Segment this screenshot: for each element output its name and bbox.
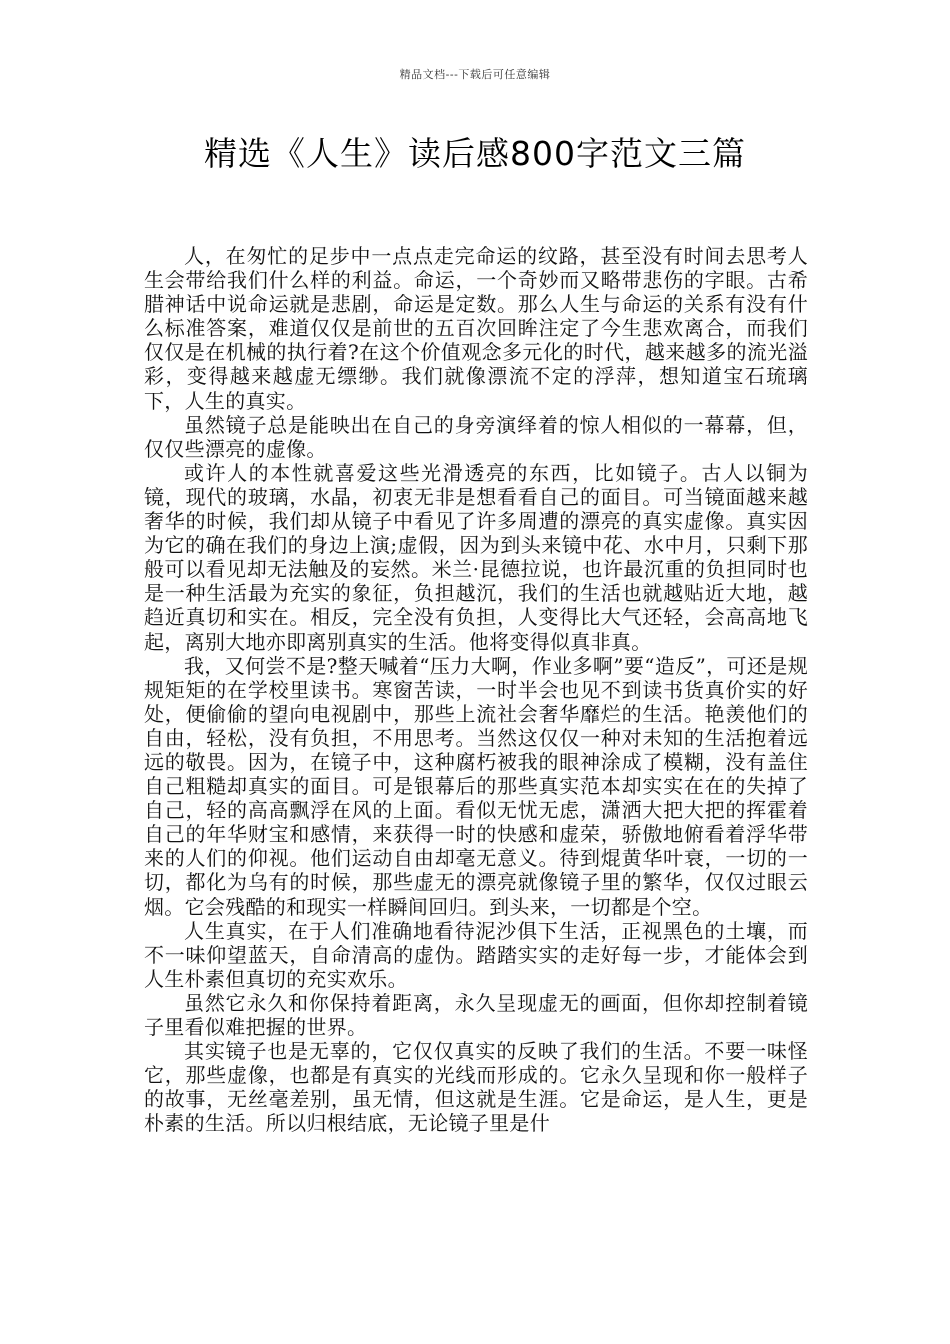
paragraph: 其实镜子也是无辜的，它仅仅真实的反映了我们的生活。不要一味怪它，那些虚像，也都是有真实的光线而形成的。它永久呈现和你一般样子的故事，无丝毫差别，虽无情，但这就是生涯。它是命运，是人生，更是朴素的生活。所以归根结底，无论镜子里是什 (144, 1039, 808, 1136)
paragraph: 我，又何尝不是?整天喊着“压力大啊，作业多啊”要“造反”，可还是规规矩矩的在学校里读书。寒窗苦读，一时半会也见不到读书货真价实的好处，便偷偷的望向电视剧中，那些上流社会奢华靡烂的生活。艳羡他们的自由，轻松，没有负担，不用思考。当然这仅仅一种对未知的生活抱着远远的敬畏。因为，在镜子中，这种腐朽被我的眼神涂成了模糊，没有盖住自己粗糙却真实的面目。可是银幕后的那些真实范本却实实在在的失掉了自己，轻的高高飘浮在风的上面。看似无忧无虑，潇洒大把大把的挥霍着自己的年华财宝和感情，来获得一时的快感和虚荣，骄傲地俯看着浮华带来的人们的仰视。他们运动自由却毫无意义。待到焜黄华叶衰，一切的一切，都化为乌有的时候，那些虚无的漂亮就像镜子里的繁华，仅仅过眼云烟。它会残酷的和现实一样瞬间回归。到头来，一切都是个空。 (144, 653, 808, 919)
paragraph: 人，在匆忙的足步中一点点走完命运的纹路，甚至没有时间去思考人生会带给我们什么样的利益。命运，一个奇妙而又略带悲伤的字眼。古希腊神话中说命运就是悲剧，命运是定数。那么人生与命运的关系有没有什么标准答案，难道仅仅是前世的五百次回眸注定了今生悲欢离合，而我们仅仅是在机械的执行着?在这个价值观念多元化的时代，越来越多的流光溢彩，变得越来越虚无缥缈。我们就像漂流不定的浮萍，想知道宝石琉璃下，人生的真实。 (144, 244, 808, 413)
header-note: 精品文档---下载后可任意编辑 (399, 68, 551, 81)
page-title: 精选《人生》读后感800字范文三篇 (204, 134, 746, 173)
paragraph: 或许人的本性就喜爱这些光滑透亮的东西，比如镜子。古人以铜为镜，现代的玻璃，水晶，初衷无非是想看看自己的面目。可当镜面越来越奢华的时候，我们却从镜子中看见了许多周遭的漂亮的真实虚像。真实因为它的确在我们的身边上演;虚假，因为到头来镜中花、水中月，只剩下那般可以看见却无法触及的妄然。米兰·昆德拉说，也许最沉重的负担同时也是一种生活最为充实的象征，负担越沉，我们的生活也就越贴近大地，越趋近真切和实在。相反，完全没有负担，人变得比大气还轻，会高高地飞起，离别大地亦即离别真实的生活。他将变得似真非真。 (144, 460, 808, 654)
paragraph: 人生真实，在于人们准确地看待泥沙俱下生活，正视黑色的土壤，而不一味仰望蓝天，自命清高的虚伪。踏踏实实的走好每一步，才能体会到人生朴素但真切的充实欢乐。 (144, 918, 808, 991)
document-body (144, 244, 808, 1135)
paragraph: 虽然镜子总是能映出在自己的身旁演绎着的惊人相似的一幕幕，但，仅仅些漂亮的虚像。 (144, 412, 808, 461)
paragraph: 虽然它永久和你保持着距离，永久呈现虚无的画面，但你却控制着镜子里看似难把握的世界。 (144, 990, 808, 1039)
